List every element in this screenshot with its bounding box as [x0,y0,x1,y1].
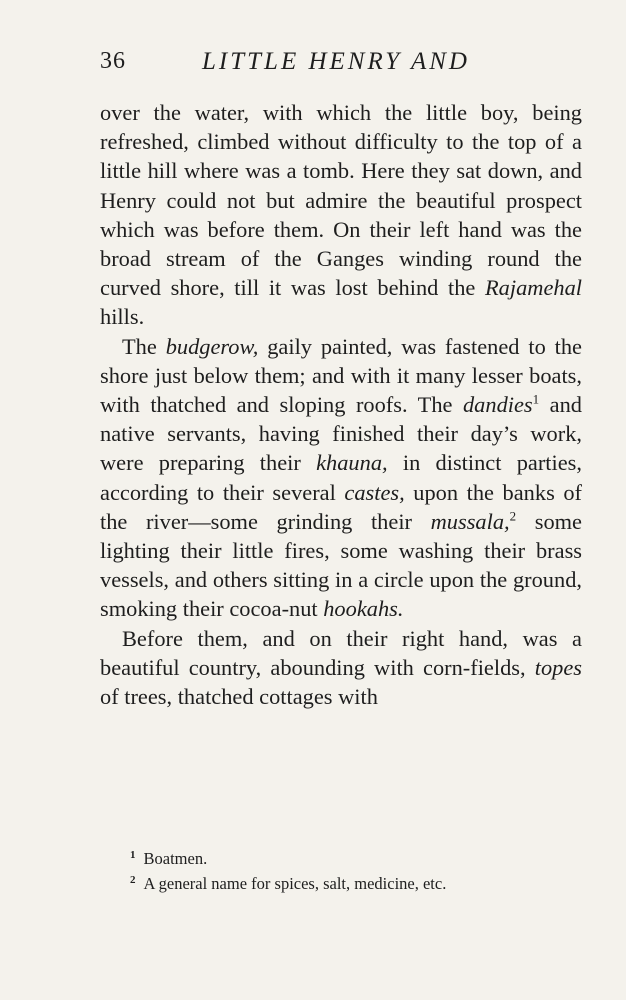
text-run: and native servants, having finished their day’s work, were preparing their [100,392,582,476]
italic-term: budgerow, [165,333,259,359]
footnote [130,871,570,896]
italic-term: castes, [344,479,405,505]
paragraph [100,624,582,712]
text-run: Before them, and on their right hand, was a beautiful country, abounding with corn-fields, [100,625,582,680]
text-run: gaily painted, was fastened to the shore just below them; and with it many lesser boats, with thatched and sloping roofs. The [100,333,582,418]
running-head [100,44,580,80]
page-number: 36 [100,48,126,74]
italic-term: khauna, [316,450,388,476]
footnote-mark: 2 [130,873,136,886]
footnote-mark: 1 [130,848,136,861]
text-run: over the water, with which the little boy, being refreshed, climbed without difficulty to the top of a little hill where was a tomb. Here they sat down, and Henry could not but admire the beautiful prospect which was before them. On their left hand was the broad stream of the Ganges winding round the curved shore, till it was lost behind the [100,100,582,301]
italic-term: dandies [462,392,533,418]
running-title: LITTLE HENRY AND [202,48,470,75]
footnote-text: A general name for spices, salt, medicine, etc. [143,874,447,893]
text-run: hills. [100,304,145,330]
text-run: some lighting their little fires, some washing their brass vessels, and others sitting in a circle upon the ground, smoking their cocoa-nut [100,508,582,622]
footnotes [130,846,570,896]
footnote [130,846,570,871]
text-run: in distinct parties, according to their several [100,450,582,505]
text-run: upon the banks of the river—some grinding their [100,479,583,534]
text-run: The [122,333,166,359]
body-text [100,98,582,711]
italic-term: mussala, [430,508,510,534]
paragraph [100,98,582,332]
italic-term: Rajamehal [484,275,582,301]
footnote-reference: 1 [532,391,540,407]
text-run: of trees, thatched cottages with [100,684,378,710]
footnote-reference: 2 [509,508,517,524]
paragraph [100,332,582,624]
footnote-text: Boatmen. [143,849,208,868]
italic-term: topes [534,654,582,680]
italic-term: hookahs. [323,596,404,622]
